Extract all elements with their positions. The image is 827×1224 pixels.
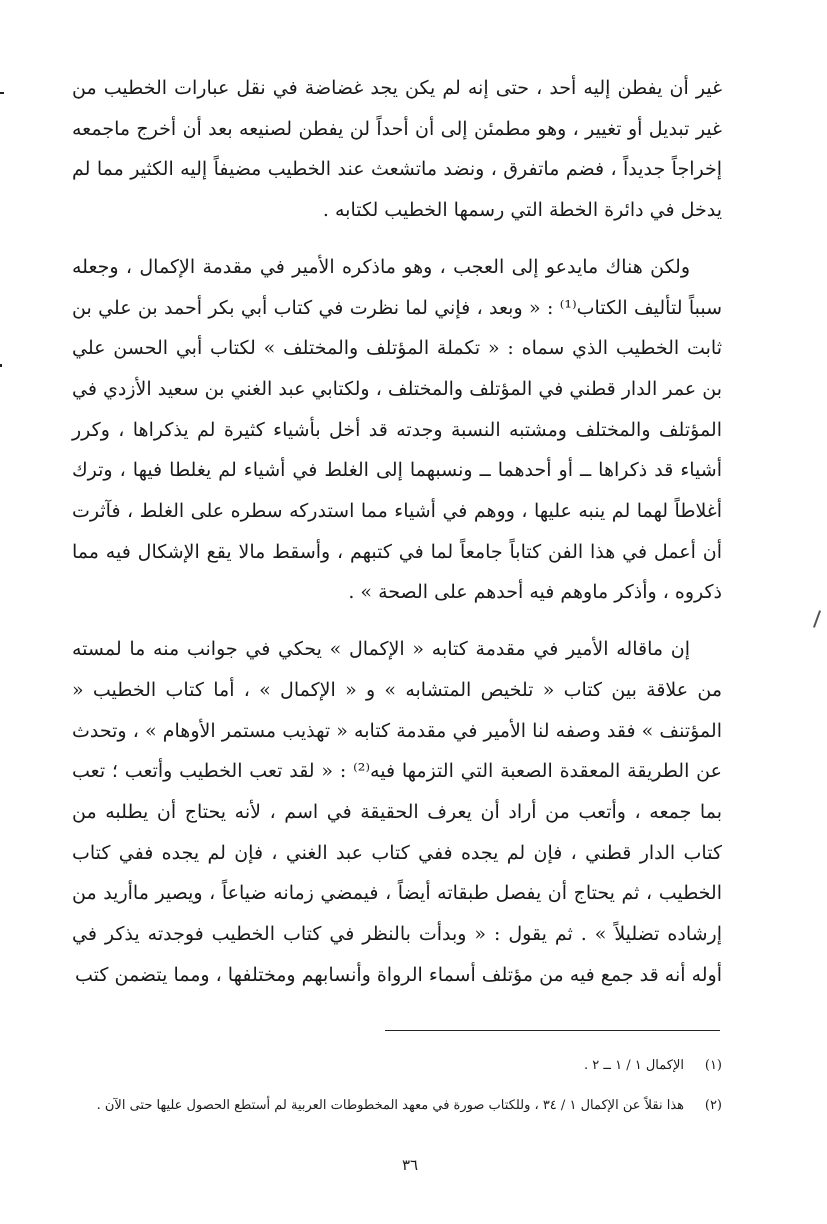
paragraph-2: ولكن هناك مايدعو إلى العجب ، وهو ماذكره الأمير في مقدمة الإكمال ، وجعله سبباً لتأليف الكتاب⁽¹⁾ : « وبعد ، فإني لما نظرت في كتاب أبي بكر أحمد بن علي بن ثابت الخطيب الذي سماه : « تكملة المؤتلف والمختلف » لكتاب أبي الحسن علي بن عمر الدار قطني في المؤتلف والمختلف ، ولكتابي عبد الغني بن سعيد الأزدي في المؤتلف والمختلف ومشتبه النسبة وجدته قد أخل بأشياء كثيرة لم يذكراها ، وكرر أشياء قد ذكراها ــ أو أحدهما ــ ونسبهما إلى الغلط في أشياء لم يغلطا فيها ، وترك أغلاطاً لهما لم ينبه عليها ، ووهم في أشياء مما استدركه سطره على الغلط ، فآثرت أن أعمل في هذا الفن كتاباً جامعاً لما في كتبهم ، وأسقط مالا يقع الإشكال فيه مما ذكروه ، وأذكر ماوهم فيه أحدهم على الصحة » .	[72, 255, 722, 604]
paragraph-3: إن ماقاله الأمير في مقدمة كتابه « الإكمال » يحكي في جوانب منه ما لمسته من علاقة بين كتاب « تلخيص المتشابه » و « الإكمال » ، أما كتاب الخطيب « المؤتنف » فقد وصفه لنا الأمير في مقدمة كتابه « تهذيب مستمر الأوهام » ، وتحدث عن الطريقة المعقدة الصعبة التي التزمها فيه⁽²⁾ : « لقد تعب الخطيب وأتعب ؛ تعب بما جمعه ، وأتعب من أراد أن يعرف الحقيقة في اسم ، لأنه يحتاج أن يطلبه من كتاب الدار قطني ، فإن لم يجده ففي كتاب عبد الغني ، فإن لم يجده ففي كتاب الخطيب ، ثم يحتاج أن يفصل طبقاته أيضاً ، فيمضي زمانه ضياعاً ، ويصير ماأريد من إرشاده تضليلاً » . ثم يقول : « وبدأت بالنظر في كتاب الخطيب فوجدته يذكر في أوله أنه قد جمع فيه من مؤتلف أسماء الرواة وأنسابهم ومختلفها ، ومما يتضمن كتب	[72, 638, 722, 986]
margin-mark	[0, 364, 2, 367]
paragraph-1: غير أن يفطن إليه أحد ، حتى إنه لم يكن يجد غضاضة في نقل عبارات الخطيب من غير تبديل أو تغيير ، وهو مطمئن إلى أن أحداً لن يفطن لصنيعه بعد أن أخرج ماجمعه إخراجاً جديداً ، فضم ماتفرق ، ونضد ماتشعث عند الخطيب مضيفاً إليه الكثير مما لم يدخل في دائرة الخطة التي رسمها الخطيب لكتابه .	[72, 77, 722, 222]
page-number: ٣٦	[401, 1156, 419, 1174]
footnote-text: هذا نقلاً عن الإكمال ١ / ٣٤ ، وللكتاب صورة في معهد المخطوطات العربية لم أستطع الحصول عليها حتى الآن .	[96, 1098, 684, 1113]
footnote-separator	[385, 1030, 720, 1031]
margin-mark	[813, 610, 821, 628]
footnote-text: الإكمال ١ / ١ ــ ٢ .	[583, 1058, 684, 1073]
footnote	[72, 1046, 722, 1086]
margin-mark	[0, 92, 4, 94]
footnote	[72, 1086, 722, 1126]
footnotes	[72, 1046, 722, 1126]
footnote-number: (١)	[704, 1058, 722, 1073]
main-text	[72, 68, 722, 995]
footnote-number: (٢)	[704, 1098, 722, 1113]
